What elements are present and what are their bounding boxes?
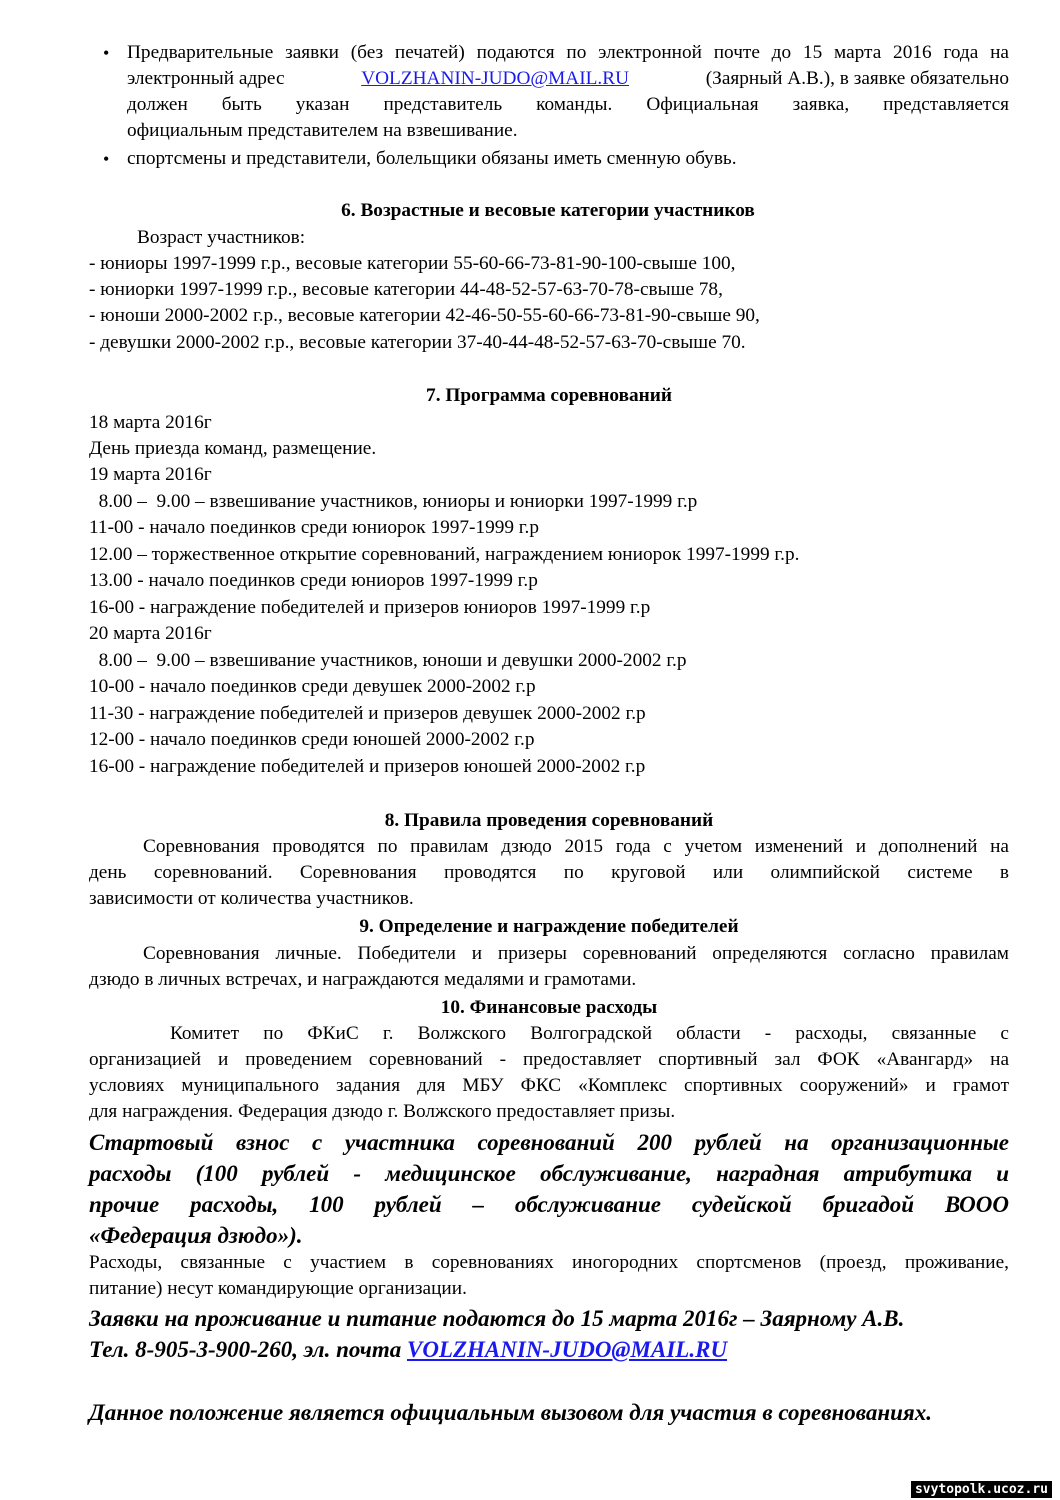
category-line: - девушки 2000-2002 г.р., весовые категории 37-40-44-48-52-57-63-70-свыше 70. [89,332,746,353]
rules-line: день соревнований. Соревнования проводятся по круговой или олимпийской системе в [89,862,1009,883]
section-9-heading: 9. Определение и награждение победителей [359,916,739,937]
entry-fee-line: Стартовый взнос с участника соревнований 200 рублей на организационные [89,1130,1009,1155]
program-line: 10-00 - начало поединков среди девушек 2000-2002 г.р [89,676,536,697]
winners-line: Соревнования личные. Победители и призеры соревнований определяются согласно правилам [143,943,1009,964]
bullet-1-line-1: Предварительные заявки (без печатей) подаются по электронной почте до 15 марта 2016 года на [127,42,1009,63]
program-line: День приезда команд, размещение. [89,438,377,459]
contact-line [89,1335,727,1365]
finance-line: Комитет по ФКиС г. Волжского Волгоградской области - расходы, связанные с [170,1023,1009,1044]
section-6-heading: 6. Возрастные и весовые категории участников [341,200,755,221]
finance-line: для награждения. Федерация дзюдо г. Волжского предоставляет призы. [89,1101,676,1122]
program-line: 12-00 - начало поединков среди юношей 2000-2002 г.р [89,729,535,750]
age-intro: Возраст участников: [137,227,306,248]
program-line: 8.00 – 9.00 – взвешивание участников, юниоры и юниорки 1997-1999 г.р [89,491,698,512]
category-line: - юниоры 1997-1999 г.р., весовые категории 55-60-66-73-81-90-100-свыше 100, [89,253,736,274]
bullet-1-line-2 [127,66,1009,92]
address-note: (Заярный А.В.), в заявке обязательно [705,68,1009,89]
expenses-line: Расходы, связанные с участием в соревнованиях иногородних спортсменов (проезд, проживание, [89,1252,1009,1273]
section-7-heading: 7. Программа соревнований [426,385,672,406]
program-line: 19 марта 2016г [89,464,212,485]
section-8-heading: 8. Правила проведения соревнований [384,810,714,831]
entry-fee-line: расходы (100 рублей - медицинское обслуживание, наградная атрибутика и [89,1161,1009,1186]
accommodation-line: Заявки на проживание и питание подаются до 15 марта 2016г – Заярному А.В. [89,1306,905,1331]
email-link[interactable]: VOLZHANIN-JUDO@MAIL.RU [361,68,630,89]
program-line: 16-00 - награждение победителей и призеров юношей 2000-2002 г.р [89,756,646,777]
bullet-marker: • [103,43,110,63]
watermark: svytopolk.ucoz.ru [911,1481,1052,1498]
section-10-heading: 10. Финансовые расходы [440,997,658,1018]
program-line: 16-00 - награждение победителей и призеров юниоров 1997-1999 г.р [89,597,651,618]
bullet-1-line-3: должен быть указан представитель команды. Официальная заявка, представляется [127,94,1009,115]
rules-line: Соревнования проводятся по правилам дзюдо 2015 года с учетом изменений и дополнений на [143,836,1009,857]
category-line: - юниорки 1997-1999 г.р., весовые категории 44-48-52-57-63-70-78-свыше 78, [89,279,723,300]
program-line: 13.00 - начало поединков среди юниоров 1997-1999 г.р [89,570,538,591]
finance-line: организацией и проведением соревнований - предоставляет спортивный зал ФОК «Авангард» на [89,1049,1009,1070]
entry-fee-line: прочие расходы, 100 рублей – обслуживание судейской бригадой ВООО [89,1192,1009,1217]
program-line: 11-00 - начало поединков среди юниорок 1997-1999 г.р [89,517,540,538]
program-line: 18 марта 2016г [89,412,212,433]
rules-line: зависимости от количества участников. [89,888,414,909]
bullet-1-line-4: официальным представителем на взвешивание. [127,120,518,141]
program-line: 12.00 – торжественное открытие соревнований, награждением юниорок 1997-1999 г.р. [89,544,800,565]
email-link[interactable]: VOLZHANIN-JUDO@MAIL.RU [406,1337,728,1362]
program-line: 11-30 - награждение победителей и призеров девушек 2000-2002 г.р [89,703,646,724]
program-line: 20 марта 2016г [89,623,212,644]
category-line: - юноши 2000-2002 г.р., весовые категории 42-46-50-55-60-66-73-81-90-свыше 90, [89,305,760,326]
entry-fee-line: «Федерация дзюдо»). [89,1223,303,1248]
program-line: 8.00 – 9.00 – взвешивание участников, юноши и девушки 2000-2002 г.р [89,650,687,671]
official-call-note: Данное положение является официальным вызовом для участия в соревнованиях. [89,1400,933,1425]
phone-text: Тел. 8-905-3-900-260, эл. почта [89,1337,402,1362]
finance-line: условиях муниципального задания для МБУ ФКС «Комплекс спортивных сооружений» и грамот [89,1075,1009,1096]
expenses-line: питание) несут командирующие организации. [89,1278,467,1299]
address-label: электронный адрес [127,68,285,89]
winners-line: дзюдо в личных встречах, и награждаются медалями и грамотами. [89,969,637,990]
bullet-2: спортсмены и представители, болельщики обязаны иметь сменную обувь. [127,148,737,169]
bullet-marker: • [103,149,110,169]
